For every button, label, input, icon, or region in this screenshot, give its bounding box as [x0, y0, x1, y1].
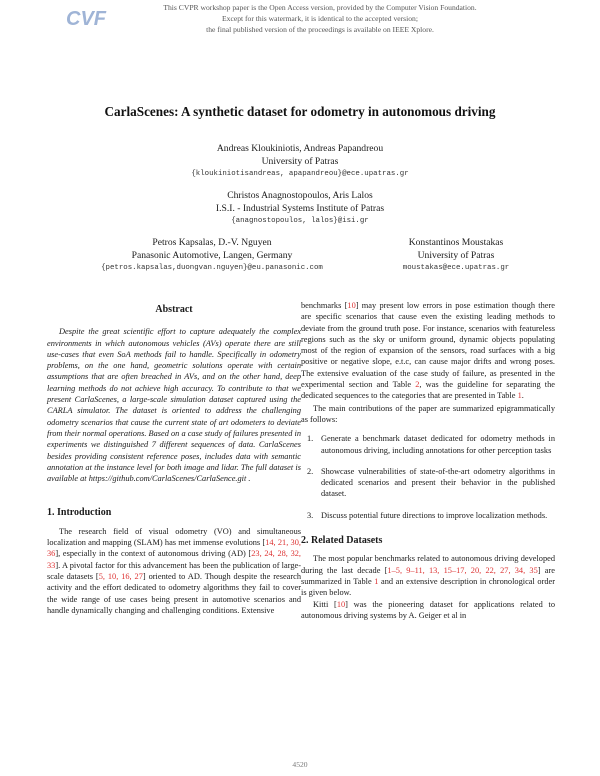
author-email: {petros.kapsalas,duongvan.nguyen}@eu.panasonic.com — [101, 264, 323, 272]
right-column — [301, 300, 555, 621]
contribution-text: Discuss potential future directions to improve localization methods. — [321, 510, 548, 520]
text-run: ] was the pioneering dataset for applications related to autonomous driving systems by A. Geiger et al in — [301, 599, 555, 620]
author-affiliation: University of Patras — [261, 156, 339, 167]
author-names: Konstantinos Moustakas — [408, 237, 504, 248]
svg-text:CVF: CVF — [66, 8, 106, 29]
text-run: benchmarks [ — [301, 301, 348, 310]
text-run: The most popular benchmarks related to autonomous driving developed during the last decade [ — [301, 554, 555, 575]
citation-link[interactable]: 10 — [347, 301, 356, 310]
author-group-3 — [64, 236, 360, 275]
citation-link[interactable]: 1 — [374, 576, 379, 586]
citation-link[interactable]: 2 — [415, 380, 420, 390]
citation-link[interactable]: 5, 10, 16, 27 — [98, 571, 143, 581]
text-run: ] oriented to AD. Though despite the research activity and the effort dedicated to odometry algorithms they fail to cover the wide range of use cases being present in automotive scenarios and handle dynamically changing and challenging conditions. Extensive — [47, 571, 301, 615]
author-affiliation: Panasonic Automotive, Langen, Germany — [131, 250, 293, 261]
text-run: ] are summarized in Table — [301, 565, 555, 586]
contribution-number: 1. — [307, 434, 314, 444]
related-datasets-paragraph — [301, 553, 555, 598]
text-run: The research field of visual odometry (VO) and simultaneous localization and mapping (SLAM) has met immense evolutions [ — [47, 526, 301, 548]
paper-title: CarlaScenes: A synthetic dataset for odometry in autonomous driving — [104, 104, 496, 119]
kitti-paragraph — [301, 599, 555, 622]
watermark — [120, 2, 520, 35]
contribution-number: 2. — [307, 466, 314, 476]
contribution-text: Showcase vulnerabilities of state-of-the-art odometry algorithms in dedicated scenarios and present their behavior in the published dataset. — [321, 466, 555, 499]
text-run: . — [521, 391, 524, 401]
author-group-2 — [0, 189, 600, 228]
author-email: {anagnostopoulos, lalos}@isi.gr — [231, 217, 369, 225]
introduction-heading: 1. Introduction — [47, 507, 112, 519]
author-group-1 — [0, 142, 600, 181]
citation-link[interactable]: 1 — [517, 391, 522, 401]
citation-link[interactable]: 14, 21, 30, 36 — [47, 538, 301, 559]
text-run: Kitti [ — [313, 599, 337, 609]
page-number: 4520 — [292, 760, 308, 769]
author-affiliation: I.S.I. - Industrial Systems Institute of Patras — [215, 203, 385, 214]
introduction-paragraph — [47, 526, 301, 616]
text-run: ], especially in the context of autonomous driving (AD) [ — [55, 549, 252, 559]
contributions-intro: The main contributions of the paper are summarized epigrammatically as follows: — [301, 403, 555, 424]
citation-link[interactable]: 10 — [336, 599, 346, 609]
text-run: and an extensive description in chronological order is given below. — [301, 576, 555, 598]
author-email: {kloukiniotisandreas, apapandreou}@ece.upatras.gr — [191, 170, 409, 178]
contribution-item — [301, 433, 555, 456]
watermark-line-2: Except for this watermark, it is identical to the accepted version; — [222, 14, 418, 23]
intro-continuation-paragraph — [301, 300, 555, 402]
contribution-number: 3. — [307, 510, 314, 520]
author-group-4 — [358, 236, 554, 275]
watermark-line-3: the final published version of the proceedings is available on IEEE Xplore. — [206, 25, 434, 34]
author-email: moustakas@ece.upatras.gr — [402, 264, 510, 272]
author-names: Andreas Kloukiniotis, Andreas Papandreou — [216, 143, 384, 154]
author-names: Petros Kapsalas, D.-V. Nguyen — [152, 237, 272, 248]
abstract-text: Despite the great scientific effort to capture adequately the complex environments in which autonomous vehicles (AVs) operate there are still use-cases that even SoA methods fail to handle. Specifically in odometry problems, on the one hand, geometric solutions operate with certain assumptions that are often breached in AVs, and on the other hand, deep learning methods do not achieve high accuracy. To contribute to that we present CarlaScenes, a large-scale simulation dataset captured using the CARLA simulator. The dataset is oriented to address the challenging odometry scenarios that cause the current state of art odometers to deviate from their normal operations. Based on a case study of failures presented in experiments we distinguished 7 different sequences of data. CarlaScenes besides providing consistent reference poses, includes data with semantic annotation at the instance level for both image and lidar. The full dataset is available at https://github.com/CarlaScenes/CarlaSence.git . — [47, 327, 301, 484]
citation-link[interactable]: 23, 24, 28, 32, 33 — [47, 549, 301, 570]
author-affiliation: University of Patras — [417, 250, 495, 261]
contributions-list — [301, 433, 555, 521]
author-names: Christos Anagnostopoulos, Aris Lalos — [227, 190, 373, 201]
text-run: ] may present low errors in pose estimation though there are specific scenarios that cause even the existing leading methods to deviate from the ground truth pose. For instance, scenarios with featureless regions such as the sky or uniform ground, dynamic objects populating most of the region of expansion of the sensors, road surfaces with a big positive or negative slope, e.t.c, can cause major drifts and wrong poses. The extensive evaluation of the case study of failure, as presented in the experimental section and Table — [301, 301, 555, 390]
watermark-line-1: This CVPR workshop paper is the Open Access version, provided by the Computer Vision Foundation. — [163, 3, 477, 12]
cvf-logo — [64, 7, 108, 29]
text-run: ]. A pivotal factor for this advancement has been the publication of large-scale datasets [ — [47, 560, 301, 581]
text-run: , was the guideline for separating the dedicated sequences to the categories that are presented in Table — [301, 380, 555, 401]
contribution-item — [301, 466, 555, 500]
related-datasets-heading: 2. Related Datasets — [301, 535, 383, 547]
contribution-item — [301, 510, 555, 521]
citation-link[interactable]: 1–5, 9–11, 13, 15–17, 20, 22, 27, 34, 35 — [387, 565, 538, 575]
contribution-text: Generate a benchmark dataset dedicated for odometry methods in autonomous driving, including annotations for other perception tasks — [321, 434, 555, 455]
left-column — [47, 298, 301, 616]
abstract-heading: Abstract — [155, 304, 193, 315]
